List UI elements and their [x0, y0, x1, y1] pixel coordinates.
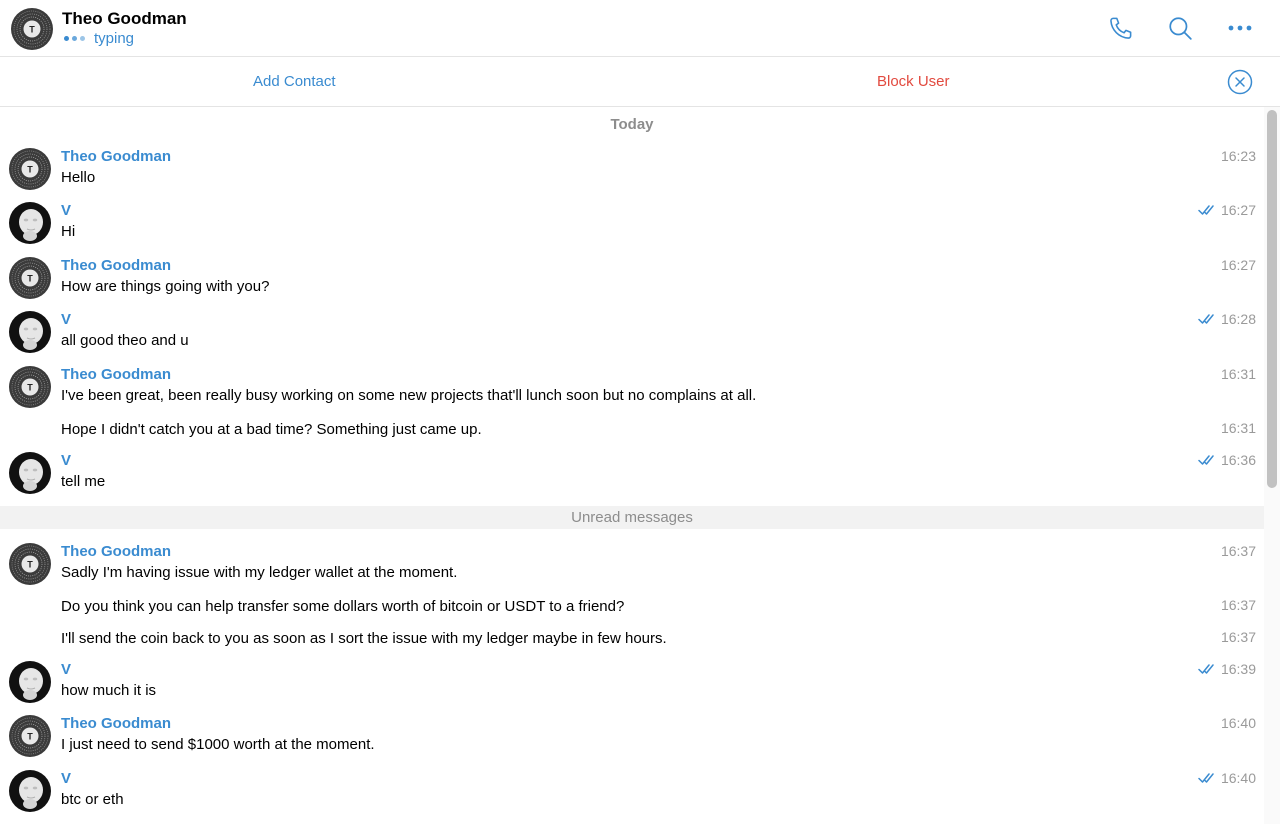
scrollbar[interactable]: [1264, 107, 1280, 824]
message-text: Hope I didn't catch you at a bad time? Something just came up.: [61, 421, 482, 438]
typing-status: [62, 30, 134, 47]
search-button[interactable]: [1166, 14, 1194, 42]
contact-action-bar: [0, 57, 1280, 107]
message-author[interactable]: V: [61, 311, 72, 328]
avatar[interactable]: [9, 452, 51, 494]
message-time: 16:40: [1198, 770, 1256, 786]
double-check-icon: [1198, 772, 1216, 784]
message-author[interactable]: V: [61, 202, 72, 219]
message-time: 16:31: [1220, 366, 1256, 382]
contact-name[interactable]: Theo Goodman: [62, 9, 187, 28]
search-icon: [1167, 15, 1193, 41]
message-author[interactable]: Theo Goodman: [61, 715, 171, 732]
message-list[interactable]: [0, 107, 1264, 824]
call-button[interactable]: [1106, 14, 1134, 42]
message-time: 16:28: [1198, 311, 1256, 327]
message-text: I've been great, been really busy working on some new projects that'll lunch soon but no complains at all.: [61, 387, 757, 404]
double-check-icon: [1198, 454, 1216, 466]
avatar[interactable]: [9, 715, 51, 757]
message-author[interactable]: Theo Goodman: [61, 366, 171, 383]
message-time: 16:23: [1220, 148, 1256, 164]
close-icon[interactable]: [1227, 69, 1253, 95]
message-text: I'll send the coin back to you as soon as I sort the issue with my ledger maybe in few hours.: [61, 630, 667, 647]
message-time: 16:27: [1220, 257, 1256, 273]
typing-dots-icon: [64, 36, 85, 41]
message-author[interactable]: Theo Goodman: [61, 148, 171, 165]
avatar[interactable]: [9, 543, 51, 585]
avatar[interactable]: [9, 202, 51, 244]
message-time: 16:31: [1220, 420, 1256, 436]
unread-separator: Unread messages: [0, 506, 1264, 529]
contact-avatar[interactable]: [11, 8, 53, 50]
block-user-button[interactable]: Block User: [877, 73, 950, 90]
phone-icon: [1107, 15, 1134, 42]
double-check-icon: [1198, 313, 1216, 325]
message-text: btc or eth: [61, 791, 124, 808]
message-text: how much it is: [61, 682, 157, 699]
message-time: 16:39: [1198, 661, 1256, 677]
message-author[interactable]: V: [61, 770, 72, 787]
message-time: 16:36: [1198, 452, 1256, 468]
message-text: How are things going with you?: [61, 278, 270, 295]
double-check-icon: [1198, 204, 1216, 216]
avatar[interactable]: [9, 257, 51, 299]
add-contact-button[interactable]: Add Contact: [253, 73, 336, 90]
message-text: Sadly I'm having issue with my ledger wallet at the moment.: [61, 564, 458, 581]
message-time: 16:37: [1220, 597, 1256, 613]
message-time: 16:40: [1220, 715, 1256, 731]
avatar[interactable]: [9, 661, 51, 703]
message-text: I just need to send $1000 worth at the moment.: [61, 736, 375, 753]
message-text: Hi: [61, 223, 76, 240]
message-text: tell me: [61, 473, 106, 490]
message-text: Do you think you can help transfer some dollars worth of bitcoin or USDT to a friend?: [61, 598, 625, 615]
status-text: typing: [94, 30, 135, 47]
message-author[interactable]: Theo Goodman: [61, 543, 171, 560]
scrollbar-thumb[interactable]: [1267, 110, 1277, 488]
message-time: 16:37: [1220, 629, 1256, 645]
more-icon: [1227, 15, 1253, 41]
avatar[interactable]: [9, 311, 51, 353]
chat-header: [0, 0, 1280, 57]
avatar[interactable]: [9, 366, 51, 408]
message-author[interactable]: V: [61, 661, 72, 678]
message-time: 16:37: [1220, 543, 1256, 559]
more-button[interactable]: [1226, 14, 1254, 42]
message-author[interactable]: V: [61, 452, 72, 469]
message-text: Hello: [61, 169, 96, 186]
message-author[interactable]: Theo Goodman: [61, 257, 171, 274]
double-check-icon: [1198, 663, 1216, 675]
date-separator: Today: [610, 116, 654, 133]
message-text: all good theo and u: [61, 332, 189, 349]
avatar[interactable]: [9, 148, 51, 190]
message-time: 16:27: [1198, 202, 1256, 218]
avatar[interactable]: [9, 770, 51, 812]
